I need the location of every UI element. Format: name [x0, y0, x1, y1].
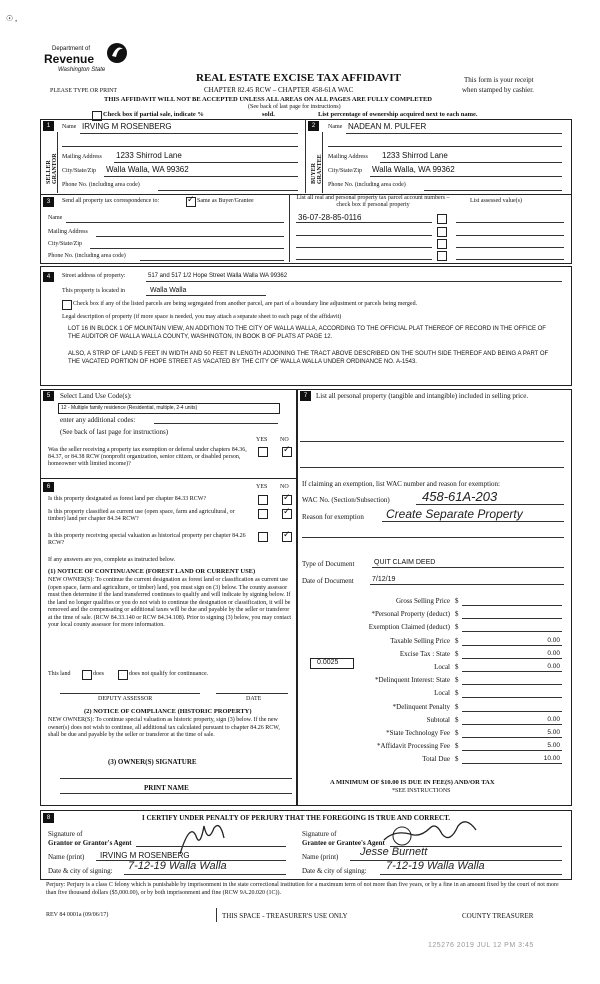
tax-row-label: *Affidavit Processing Fee: [377, 742, 450, 750]
seller-address: 1233 Shirrod Lane: [116, 151, 182, 160]
section-6-frame: [40, 478, 298, 806]
same-as-buyer-label: Same as Buyer/Grantee: [197, 198, 254, 204]
wac-number: 458-61A-203: [422, 489, 498, 504]
tax-row-dollar: $: [455, 742, 459, 750]
exemption-label: If claiming an exemption, list WAC number and reason for exemption:: [302, 480, 500, 488]
section-1-number: 1: [43, 121, 54, 131]
doc-type-label: Type of Document: [302, 560, 355, 568]
tax-row-value: 0.00: [547, 637, 560, 644]
this-land-label: This land: [48, 671, 71, 677]
tax-row-value: 0.00: [547, 716, 560, 723]
seller-phone-label: Phone No. (including area code): [62, 182, 140, 188]
does-not-label: does not qualify for continuance.: [129, 671, 209, 677]
wac-label: WAC No. (Section/Subsection): [302, 496, 390, 504]
forest-land-question: Is this property designated as forest land per chapter 84.33 RCW?: [48, 496, 207, 502]
land-does-checkbox[interactable]: [82, 670, 92, 680]
corr-city-label: City/State/Zip: [48, 241, 82, 247]
personal-property-checkbox-1[interactable]: [437, 214, 447, 224]
street-label: Street address of property:: [62, 273, 126, 279]
tax-row-label: *State Technology Fee: [386, 729, 450, 737]
buyer-city: Walla Walla, WA 99362: [372, 165, 455, 174]
see-instructions: *SEE INSTRUCTIONS: [392, 788, 451, 794]
chapter-line: CHAPTER 82.45 RCW – CHAPTER 458-61A WAC: [204, 86, 354, 94]
notice-continuance-title: (1) NOTICE OF CONTINUANCE (FOREST LAND OR CURRENT USE): [48, 568, 256, 575]
section-2-number: 2: [308, 121, 319, 131]
see-back-line: (See back of last page for instructions): [248, 104, 341, 110]
does-label: does: [93, 671, 104, 677]
tax-row-label: Local: [434, 663, 450, 671]
grantor-agent-label: Grantor or Grantor's Agent: [48, 839, 132, 847]
s6-yes-header: YES: [256, 484, 268, 490]
tax-row-dollar: $: [455, 755, 459, 763]
exemption-question: Was the seller receiving a property tax exemption or deferral under chapters 84.36, 84.37, or 84.38 RCW (nonprofit organization, senior citizen, or disabled person, homeowner with limited income)?: [48, 447, 247, 467]
tax-row-dollar: $: [455, 689, 459, 697]
personal-property-label: List all personal property (tangible and intangible) included in selling price.: [316, 392, 529, 400]
seller-city-label: City/State/Zip: [62, 168, 96, 174]
grantor-name-label: Name (print): [48, 853, 85, 861]
assessed-header: List assessed value(s): [470, 198, 522, 204]
assessor-date-label: DATE: [246, 696, 262, 702]
percentage-note: List percentage of ownership acquired next to each name.: [318, 111, 478, 118]
tax-row-label: Taxable Selling Price: [390, 637, 450, 645]
corner-marks: ☉ ,: [6, 14, 18, 23]
grantee-name-label: Name (print): [302, 853, 339, 861]
s5-no-header: NO: [280, 437, 289, 443]
tax-row-line: [462, 750, 562, 751]
receipt-line2: when stamped by cashier.: [462, 86, 534, 94]
current-use-no-checkbox[interactable]: [282, 509, 292, 519]
receipt-line1: This form is your receipt: [464, 76, 534, 84]
section-5-number: 5: [43, 391, 54, 401]
tax-row-dollar: $: [455, 637, 459, 645]
tax-row-line: [462, 658, 562, 659]
section-7-number: 7: [300, 391, 311, 401]
tax-row-line: [462, 737, 562, 738]
seller-city: Walla Walla, WA 99362: [106, 165, 189, 174]
forest-yes-checkbox[interactable]: [258, 495, 268, 505]
corr-phone-label: Phone No. (including area code): [48, 253, 126, 259]
doc-date-label: Date of Document: [302, 577, 354, 585]
tax-row-label: *Personal Property (deduct): [371, 610, 450, 618]
s5-no-checkbox[interactable]: [282, 447, 292, 457]
buyer-name-label: Name: [328, 124, 343, 130]
section-4-number: 4: [43, 272, 54, 282]
grantee-sig-label1: Signature of: [302, 830, 337, 838]
tax-row-line: [462, 631, 562, 632]
historic-yes-checkbox[interactable]: [258, 532, 268, 542]
grantor-sig-label1: Signature of: [48, 830, 83, 838]
tax-row-label: *Delinquent Penalty: [392, 703, 450, 711]
notice-compliance-title: (2) NOTICE OF COMPLIANCE (HISTORIC PROPERTY): [84, 708, 252, 715]
doc-date: 7/12/19: [372, 576, 396, 583]
legal-description-1: LOT 16 IN BLOCK 1 OF MOUNTAIN VIEW, AN ADDITION TO THE CITY OF WALLA WALLA, ACCORDING TO THE OFFICIAL PLAT THEREOF OF RECORD IN THE OFFICE OF THE AUDITOR OF WALLA WALLA COUNTY, WASHINGTON, IN BOOK B OF PLATS AT PAGE 12.: [68, 326, 546, 340]
tax-row-line: [462, 618, 562, 619]
land-does-not-checkbox[interactable]: [118, 670, 128, 680]
historic-question: Is this property receiving special valuation as historical property per chapter 84.26 RCW?: [48, 533, 246, 546]
historic-no-checkbox[interactable]: [282, 532, 292, 542]
tax-row-label: *Delinquent Interest: State: [374, 676, 450, 684]
s5-yes-checkbox[interactable]: [258, 447, 268, 457]
legal-description-2: ALSO, A STRIP OF LAND 5 FEET IN WIDTH AND 50 FEET IN LENGTH ADJOINING THE TRACT ABOVE DESCRIBED ON THE SOUTH SIDE THEREOF AND BEING A PART OF THE VACATED PORTION OF HOPE STREET AS VACATED BY THE CITY OF WALLA WALLA UNDER ORDINANCE NO. A-1543.: [68, 351, 549, 365]
minimum-due-note: A MINIMUM OF $10.00 IS DUE IN FEE(S) AND/OR TAX: [330, 779, 495, 786]
parcel-header: List all real and personal property tax parcel account numbers – check box if personal property: [296, 195, 450, 208]
tax-row-dollar: $: [455, 623, 459, 631]
land-use-select[interactable]: [58, 403, 280, 414]
section-6-number: 6: [43, 482, 54, 492]
located-label: This property is located in: [62, 288, 125, 294]
logo-department: Department of: [52, 46, 91, 52]
send-tax-label: Send all property tax correspondence to:: [62, 198, 160, 204]
located-county: Walla Walla: [150, 287, 187, 294]
tax-row-dollar: $: [455, 716, 459, 724]
additional-codes-label: enter any additional codes:: [60, 416, 136, 424]
seller-name: IRVING M ROSENBERG: [82, 122, 172, 131]
street-address: 517 and 517 1/2 Hope Street Walla Walla WA 99362: [148, 273, 288, 279]
buyer-address-label: Mailing Address: [328, 154, 368, 160]
tax-row-label: Gross Selling Price: [395, 597, 450, 605]
owner-signature-title: (3) OWNER(S) SIGNATURE: [108, 758, 197, 766]
exemption-reason: Create Separate Property: [386, 507, 523, 521]
segregated-label: Check box if any of the listed parcels are being segregated from another parcel, are part of a boundary line adjustment or parcels being merged.: [73, 301, 418, 307]
tax-row-value: 5.00: [547, 742, 560, 749]
dor-logo: [44, 42, 134, 82]
land-use-value: 12 - Multiple family residence (Residential, multiple, 2-4 units): [61, 405, 198, 411]
tax-row-line: [462, 645, 562, 646]
recording-stamp: 125276 2019 JUL 12 PM 3:45: [428, 942, 534, 949]
tax-row-line: [462, 697, 562, 698]
local-rate-box: [310, 658, 354, 669]
buyer-address: 1233 Shirrod Lane: [382, 151, 448, 160]
doc-type: QUIT CLAIM DEED: [374, 559, 436, 566]
logo-revenue: Revenue: [44, 52, 95, 66]
tax-row-label: Local: [434, 689, 450, 697]
same-as-buyer-checkbox[interactable]: [186, 197, 196, 207]
print-name-label: PRINT NAME: [144, 784, 189, 792]
tax-row-line: [462, 724, 562, 725]
seller-address-label: Mailing Address: [62, 154, 102, 160]
grantee-date-label: Date & city of signing:: [302, 867, 367, 875]
deputy-assessor-label: DEPUTY ASSESSOR: [98, 696, 153, 702]
tax-row-dollar: $: [455, 729, 459, 737]
land-use-see-back: (See back of last page for instructions): [60, 428, 169, 436]
personal-property-checkbox-3[interactable]: [437, 239, 447, 249]
warning-line: THIS AFFIDAVIT WILL NOT BE ACCEPTED UNLESS ALL AREAS ON ALL PAGES ARE FULLY COMPLETED: [104, 96, 432, 103]
parcel-number: 36-07-28-85-0116: [298, 213, 362, 222]
section-3-number: 3: [43, 197, 54, 207]
tax-row-value: 5.00: [547, 729, 560, 736]
seller-name-label: Name: [62, 124, 77, 130]
form-title: REAL ESTATE EXCISE TAX AFFIDAVIT: [196, 72, 401, 84]
tax-row-label: Subtotal: [426, 716, 450, 724]
logo-state: Washington State: [58, 67, 106, 73]
grantor-date-city: 7-12-19 Walla Walla: [128, 860, 227, 872]
grantor-date-label: Date & city of signing:: [48, 867, 113, 875]
tax-row-line: [462, 711, 562, 712]
tax-row-dollar: $: [455, 663, 459, 671]
buyer-label: BUYER GRANTEE: [311, 154, 323, 184]
tax-row-dollar: $: [455, 703, 459, 711]
corr-address-label: Mailing Address: [48, 229, 88, 235]
tax-row-value: 10.00: [543, 755, 560, 762]
grantor-printed-name: IRVING M ROSENBERG: [100, 851, 190, 860]
land-use-label: Select Land Use Code(s):: [60, 392, 132, 400]
tax-row-label: Excise Tax : State: [399, 650, 450, 658]
s5-yes-header: YES: [256, 437, 268, 443]
treasurer-space-label: THIS SPACE - TREASURER'S USE ONLY: [222, 912, 348, 920]
grantee-signature: [380, 814, 490, 850]
buyer-phone-label: Phone No. (including area code): [328, 182, 406, 188]
please-type: PLEASE TYPE OR PRINT: [50, 88, 118, 94]
grantee-agent-label: Grantee or Grantee's Agent: [302, 839, 385, 847]
buyer-city-label: City/State/Zip: [328, 168, 362, 174]
sold-label: sold.: [262, 111, 275, 118]
tax-row-line: [462, 763, 562, 764]
seller-label: SELLER GRANTOR: [46, 153, 58, 184]
reason-label: Reason for exemption: [302, 513, 364, 521]
tax-row-dollar: $: [455, 597, 459, 605]
local-rate-value: 0.0025: [317, 659, 339, 666]
section-8-number: 8: [43, 813, 54, 823]
forest-no-checkbox[interactable]: [282, 495, 292, 505]
current-use-yes-checkbox[interactable]: [258, 509, 268, 519]
tax-row-dollar: $: [455, 650, 459, 658]
corr-name-label: Name: [48, 215, 63, 221]
tax-row-line: [462, 605, 562, 606]
tax-row-label: Exemption Claimed (deduct): [368, 623, 450, 631]
partial-sale-label: Check box if partial sale, indicate %: [103, 111, 204, 118]
tax-row-line: [462, 671, 562, 672]
grantee-printed-name: Jesse Burnett: [360, 846, 428, 858]
notice-continuance-body: NEW OWNER(S): To continue the current designation as forest land or classification as current use (open space, farm and agriculture, or timber) land, you must sign on (3) below. The county assessor must then determine if the land transferred continues to qualify and will indicate by signing below. If the land no longer qualifies or you do not wish to continue the designation or classification, it will be removed and the compensating or additional taxes will be due and payable by the seller or transferor at the time of sale. (RCW 84.33.140 or RCW 84.34.108). Prior to signing (3) below, you may contact your local county assessor for more information.: [48, 577, 292, 628]
form-number: REV 84 0001a (09/06/17): [46, 912, 109, 918]
tax-row-value: 0.00: [547, 663, 560, 670]
s6-no-header: NO: [280, 484, 289, 490]
county-treasurer-label: COUNTY TREASURER: [462, 912, 534, 920]
perjury-statement: Perjury: Perjury is a class C felony which is punishable by imprisonment in the state correctional institution for a maximum term of not more than five years, or by a fine in an amount fixed by the court of not more than five thousand dollars ($5,000.00), or by both imprisonment and fine (RCW 9A.20.020 (1C)).: [46, 882, 559, 896]
segregated-checkbox[interactable]: [62, 300, 72, 310]
grantee-date-city: 7-12-19 Walla Walla: [386, 860, 485, 872]
tax-row-dollar: $: [455, 676, 459, 684]
personal-property-checkbox-2[interactable]: [437, 227, 447, 237]
certify-statement: I CERTIFY UNDER PENALTY OF PERJURY THAT THE FOREGOING IS TRUE AND CORRECT.: [142, 814, 451, 822]
legal-description-label: Legal description of property (if more space is needed, you may attach a separate sheet to each page of the affidavit): [62, 314, 342, 320]
tax-row-dollar: $: [455, 610, 459, 618]
notice-compliance-body: NEW OWNER(S): To continue special valuation as historic property, sign (3) below. If the new owner(s) does not wish to continue, all additional tax calculated pursuant to chapter 84.26 RCW, shall be due and payable by the seller or transferor at the time of sale.: [48, 717, 280, 738]
personal-property-checkbox-4[interactable]: [437, 251, 447, 261]
tax-row-label: Total Due: [422, 755, 450, 763]
dor-logo-emblem-icon: [106, 42, 128, 64]
tax-row-line: [462, 684, 562, 685]
if-yes-note: If any answers are yes, complete as instructed below.: [48, 557, 176, 563]
buyer-name: NADEAN M. PULFER: [348, 122, 427, 131]
current-use-question: Is this property classified as current use (open space, farm and agricultural, or timber) land per chapter 84.34 RCW?: [48, 509, 235, 522]
tax-row-value: 0.00: [547, 650, 560, 657]
